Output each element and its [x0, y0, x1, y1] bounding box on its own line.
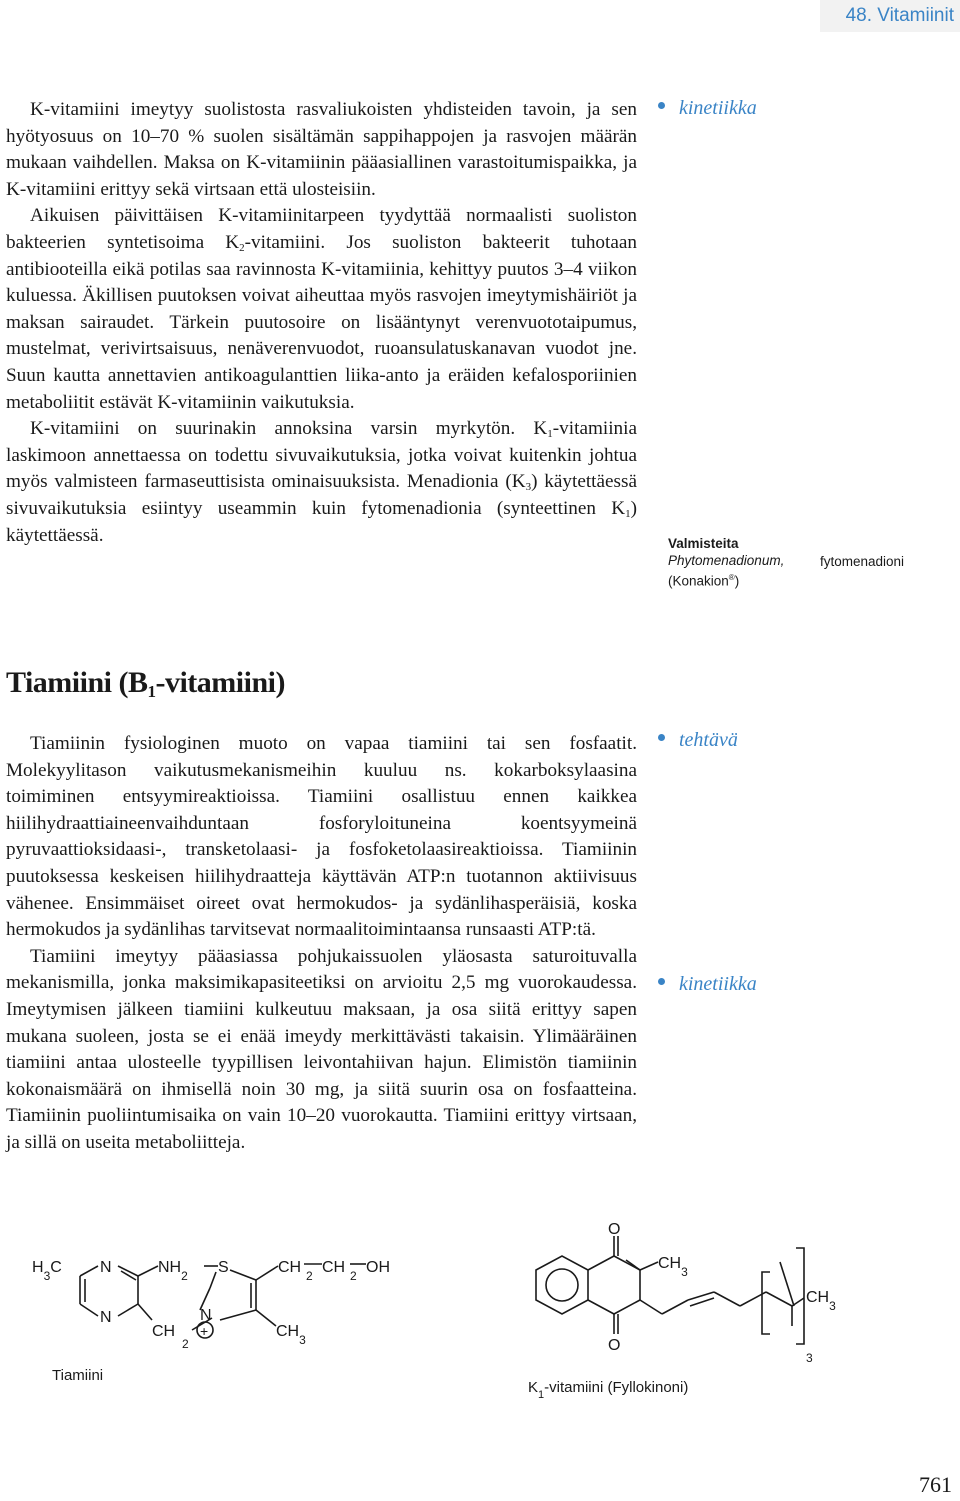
k-paragraph-1: K-vitamiini imeytyy suolistosta rasvaliukoisten yhdisteiden tavoin, ja sen hyötyosuus on 10–70 % suolen sisältämän sappihappojen ja rasvojen määrän mukaan vaihdellen. Maksa on K-vitamiinin pääasiallinen varastoitumispaikka, ja K-vitamiini erittyy sekä virtsaan että ulosteisiin. — [6, 99, 637, 200]
k-vitamin-section — [6, 97, 637, 549]
svg-text:CH: CH — [152, 1323, 176, 1340]
margin-note-kinetiikka-1: kinetiikka — [658, 97, 757, 120]
svg-text:CH: CH — [322, 1259, 346, 1276]
bullet-icon — [658, 102, 665, 109]
svg-text:NH2: $NH_2$ — [158, 1259, 188, 1283]
margin-note-kinetiikka-2: kinetiikka — [658, 973, 757, 996]
svg-text:+: + — [200, 1323, 209, 1339]
margin-note-tehtava: tehtävä — [658, 729, 738, 752]
chapter-title: 48. Vitamiinit — [845, 5, 954, 26]
chapter-header — [820, 0, 960, 32]
tiamiini-section — [6, 731, 637, 1157]
page-number: 761 — [919, 1472, 952, 1497]
bullet-icon — [658, 734, 665, 741]
thiamine-n3-label: N — [200, 1307, 212, 1324]
k-paragraph-3: K-vitamiini on suurinakin annoksina varsin myrkytön. $K_1$-vitamiinia laskimoon annettaessa on todettu sivuvaikutuksia, jotka voivat kuitenkin johtua myös valmisteen farmaseuttisista ominaisuuksista. Menadionia $(K_3)$ käytettäessä sivuvaikutuksia esiintyy useammin kuin fytomenadionia (synteettinen $K_1$) käytettäessä. — [6, 418, 637, 546]
k-paragraph-2: Aikuisen päivittäisen K-vitamiinitarpeen tyydyttää normaalisti suoliston bakteerien syntetisoima $K_2$-vitamiini. Jos suoliston bakteerit tuhotaan antibiooteilla eikä potilas saa ravinnosta K-vitamiinia, kehittyy puutos 3–4 viikon kuluessa. Äkillisen puutoksen voivat aiheuttaa myös rasvojen imeytymishäiriöt ja maksan sairaudet. Tärkein puutosoire on lisääntynyt verenvuototaipumus, mustelmat, verivirtsaisuus, nenäverenvuodot, ruoansulatuskanavan vuodot jne. Suun kautta annettavien antikoagulanttien liika-anto ja eräiden kefalosporiinien metaboliitit estävät K-vitamiinin vaikutuksia. — [6, 205, 637, 413]
svg-text:CH3: $CH_3$ — [806, 1289, 836, 1313]
k1-o-bottom-label: O — [608, 1337, 621, 1354]
valmisteita-title: Valmisteita — [668, 536, 739, 551]
k1-o-top-label: O — [608, 1222, 621, 1238]
tiamiini-paragraph-1: Tiamiinin fysiologinen muoto on vapaa tiamiini tai sen fosfaatit. Molekyylitason vaikutusmekanismeihin kuuluu ns. kokarboksylaasina toimiminen entsyymireaktioissa. Tiamiini osallistuu ennen kaikkea hiilihydraattiaineenvaihduntaan fosforyloituneina koentsyymeinä pyruvaattioksidaasi-, transketolaasi- ja fosfoketolaasireaktioissa. Tiamiinin puutoksessa keskeisen hiilihydraatteja käyttävän ATP:n tuotannon aktiivisuus vähenee. Ensimmäiset oireet ovat hermokudos- ja sydänlihasperäisiä, koska hermokudos ja sydänlihas tarvitsevat normaalitoimintaansa runsaasti ATP:tä. — [6, 733, 637, 941]
svg-text:2: 2 — [306, 1269, 313, 1283]
svg-text:2: 2 — [182, 1337, 189, 1351]
thiamine-s-label: S — [218, 1259, 229, 1276]
k1-structure-figure — [500, 1222, 860, 1412]
k1-caption: $K_1$-vitamiini (Fyllokinoni) — [528, 1379, 689, 1401]
thiamine-structure-figure — [20, 1240, 420, 1390]
thiamine-n2-label: N — [100, 1309, 112, 1326]
valmiste-generic: fytomenadioni — [820, 554, 905, 569]
thiamine-caption: Tiamiini — [52, 1367, 104, 1384]
valmiste-name: Phytomenadionum, — [668, 553, 785, 568]
svg-text:OH: OH — [366, 1259, 390, 1276]
valmiste-brand: (Konakion®) — [668, 573, 740, 589]
svg-text:3: 3 — [806, 1351, 813, 1365]
valmisteita-box — [668, 535, 958, 590]
thiamine-n1-label: N — [100, 1259, 112, 1276]
svg-text:H3C: $H_3C$ — [32, 1259, 62, 1283]
svg-text:CH: CH — [278, 1259, 302, 1276]
svg-text:CH3: $CH_3$ — [658, 1255, 688, 1279]
tiamiini-paragraph-2: Tiamiini imeytyy pääasiassa pohjukaissuolen yläosasta saturoituvalla mekanismilla, jonka maksimikapasiteetiksi on arvioitu 2,5 mg vuorokaudessa. Imeytymisen jälkeen tiamiini kulkeutuu maksaan, ja osa siitä erittyy sapen mukana suoleen, josta se ei enää imeydy merkittävästi takaisin. Ylimääräinen tiamiini antaa ulosteelle tyypillisen leivontahiivan hajun. Elimistön tiamiinin kokonaismäärä on ihmisellä noin 30 mg, ja siitä suurin osa on fosfaatteina. Tiamiinin puoliintumisaika on vain 10–20 vuorokautta. Tiamiini erittyy virtsaan, ja sillä on useita metaboliitteja. — [6, 945, 637, 1153]
bullet-icon — [658, 978, 665, 985]
section-heading-tiamiini: Tiamiini $(B_1-vitamiini)$ — [6, 666, 285, 701]
svg-text:2: 2 — [350, 1269, 357, 1283]
svg-text:CH3: $CH_3$ — [276, 1323, 306, 1347]
